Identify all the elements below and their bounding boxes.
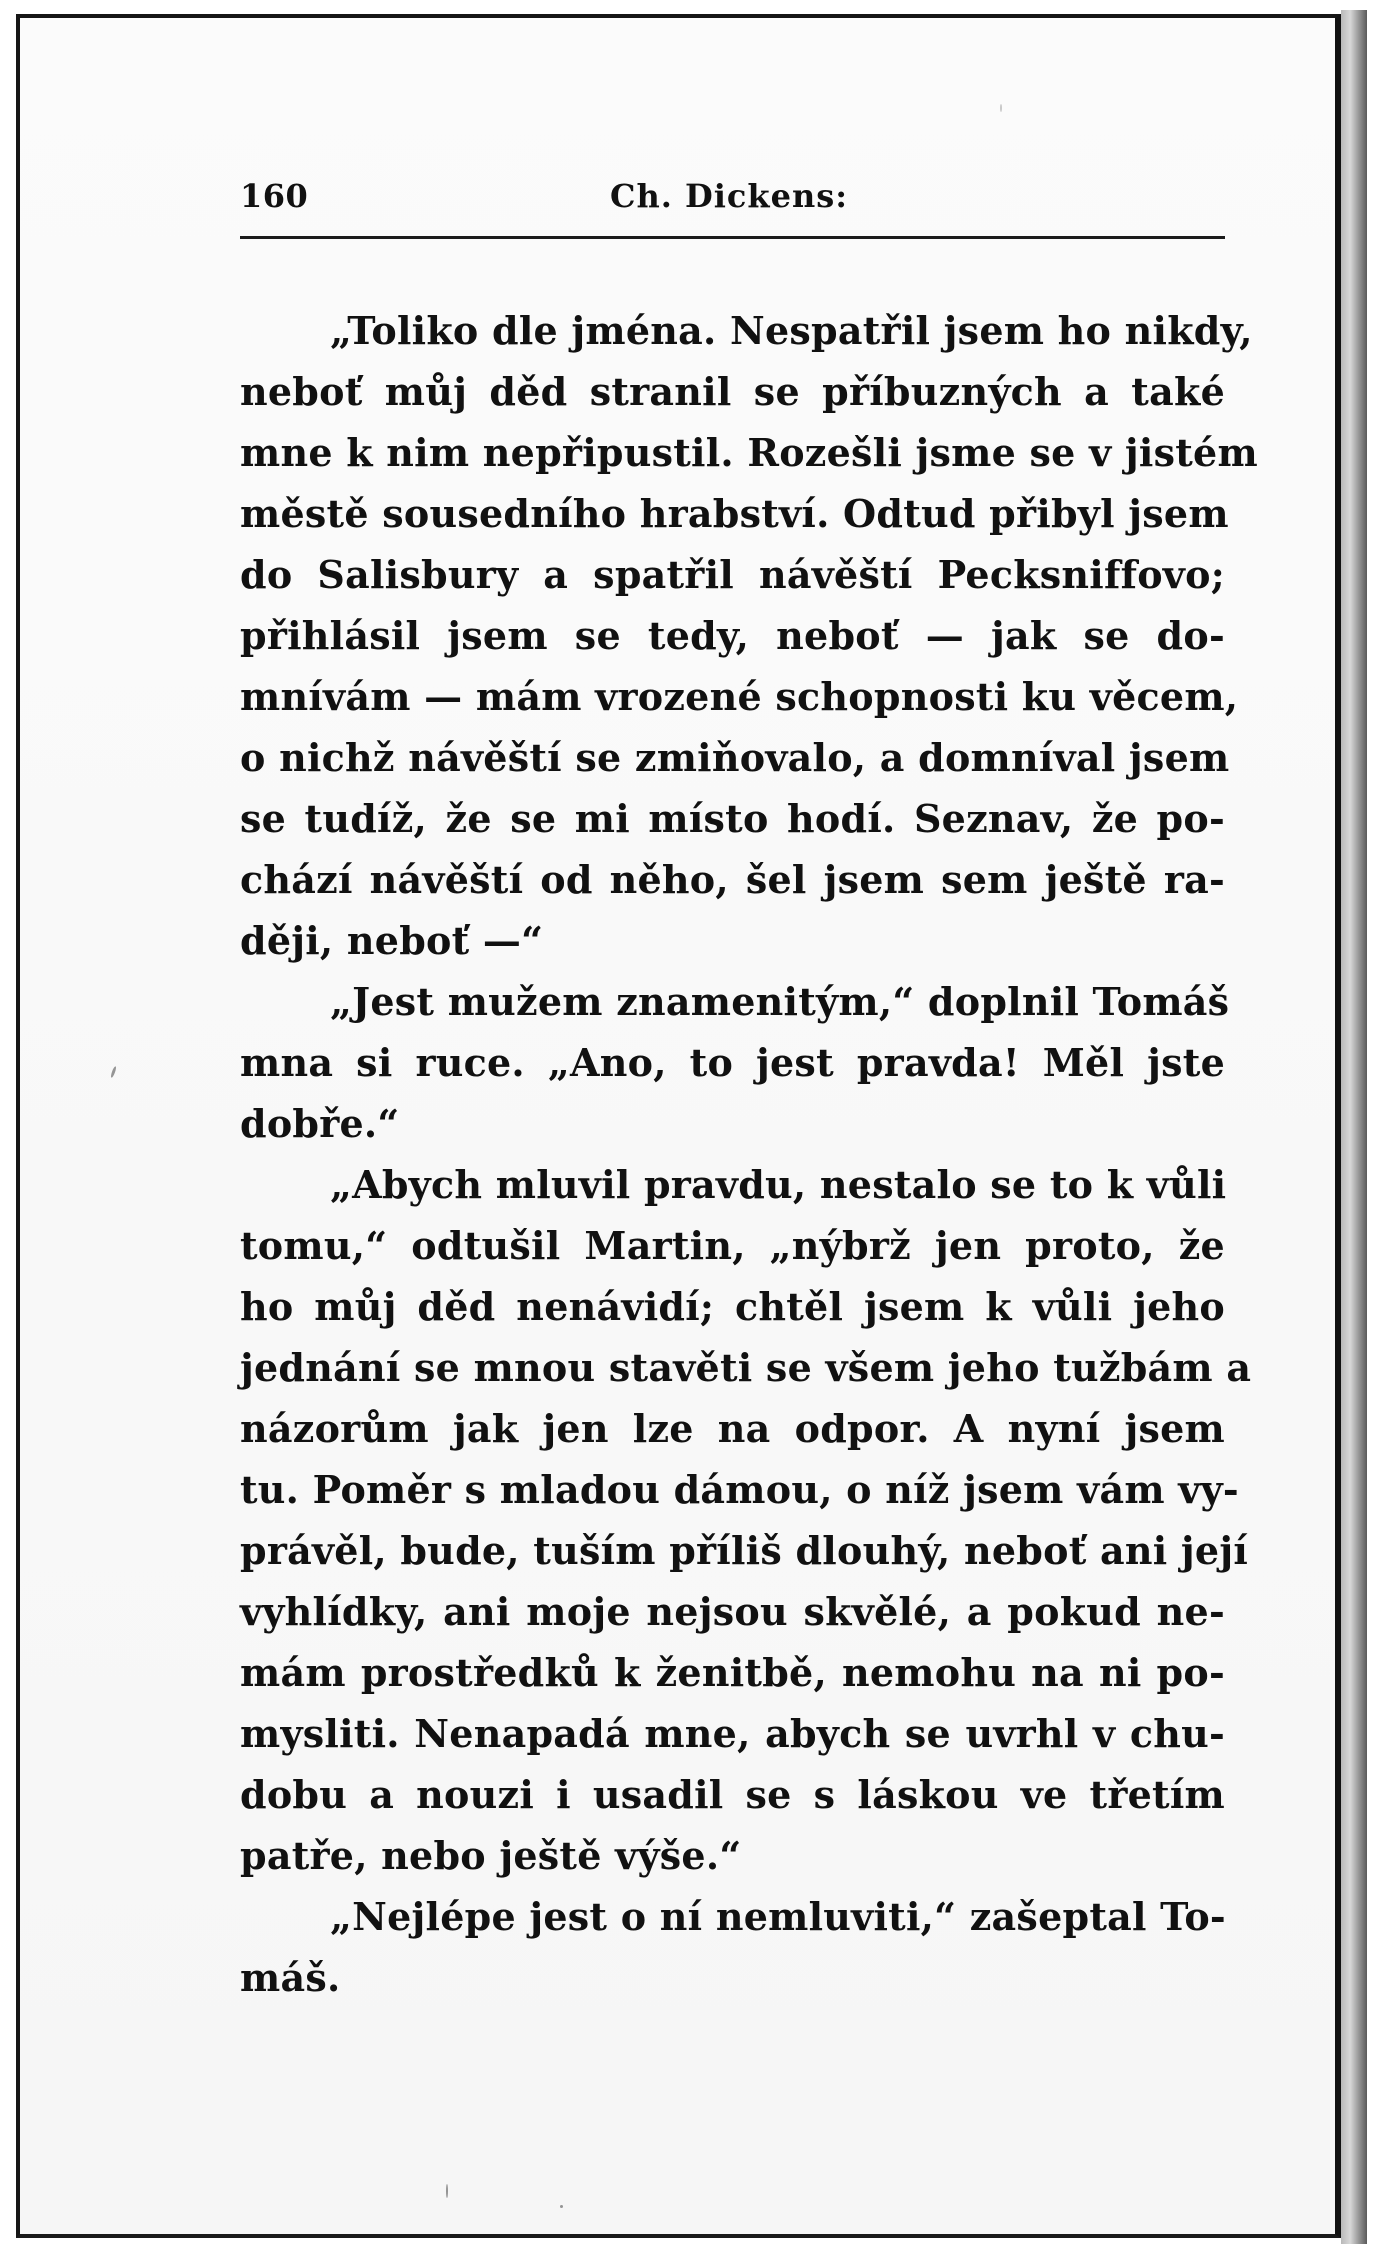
text-line: se tudíž, že se mi místo hodí. Seznav, že po- xyxy=(240,796,1225,841)
text-line: chází návěští od něho, šel jsem sem ještě ra- xyxy=(240,857,1225,902)
text-line: „Nejlépe jest o ní nemluviti,“ zašeptal To- xyxy=(330,1894,1226,1939)
text-line: přihlásil jsem se tedy, neboť — jak se do- xyxy=(240,613,1225,658)
text-line: jednání se mnou stavěti se všem jeho tužbám a xyxy=(240,1345,1252,1390)
text-line: patře, nebo ještě výše.“ xyxy=(240,1833,742,1878)
text-line: do Salisbury a spatřil návěští Pecksniffovo; xyxy=(240,552,1225,597)
paragraph xyxy=(240,1154,1252,1886)
text-line: mysliti. Nenapadá mne, abych se uvrhl v chu- xyxy=(240,1711,1225,1756)
text-line: „Jest mužem znamenitým,“ doplnil Tomáš xyxy=(330,979,1230,1024)
page-text xyxy=(240,300,1258,2008)
running-header xyxy=(240,177,1225,228)
text-line: ho můj děd nenávidí; chtěl jsem k vůli jeho xyxy=(240,1284,1225,1329)
text-line: názorům jak jen lze na odpor. A nyní jsem xyxy=(240,1406,1225,1451)
text-line: vyhlídky, ani moje nejsou skvělé, a pokud ne- xyxy=(240,1589,1225,1634)
text-line: mnívám — mám vrozené schopnosti ku věcem, xyxy=(240,674,1239,719)
text-line: máš. xyxy=(240,1955,341,2000)
text-line: tomu,“ odtušil Martin, „nýbrž jen proto, že xyxy=(240,1223,1225,1268)
paragraph xyxy=(240,1886,1225,2008)
ink-speck xyxy=(560,2205,563,2208)
ink-speck xyxy=(1000,104,1002,112)
paragraph xyxy=(240,971,1230,1154)
text-line: městě sousedního hrabství. Odtud přibyl jsem xyxy=(240,491,1229,536)
text-line: „Toliko dle jména. Nespatřil jsem ho nikdy, xyxy=(330,308,1253,353)
paragraph xyxy=(240,300,1258,971)
book-page-edge xyxy=(1341,10,1367,2244)
running-title: Ch. Dickens: xyxy=(610,177,849,215)
text-line: mna si ruce. „Ano, to jest pravda! Měl jste xyxy=(240,1040,1225,1085)
text-line: „Abych mluvil pravdu, nestalo se to k vůli xyxy=(330,1162,1227,1207)
text-line: o nichž návěští se zmiňovalo, a domníval jsem xyxy=(240,735,1230,780)
text-line: ději, neboť —“ xyxy=(240,918,544,963)
header-rule xyxy=(240,236,1225,239)
ink-speck xyxy=(446,2184,448,2198)
page-number: 160 xyxy=(240,177,309,215)
text-line: mám prostředků k ženitbě, nemohu na ni po- xyxy=(240,1650,1225,1695)
text-line: dobře.“ xyxy=(240,1101,400,1146)
text-line: mne k nim nepřipustil. Rozešli jsme se v jistém xyxy=(240,430,1258,475)
text-line: tu. Poměr s mladou dámou, o níž jsem vám vy- xyxy=(240,1467,1239,1512)
text-line: právěl, bude, tuším příliš dlouhý, neboť ani její xyxy=(240,1528,1249,1573)
text-line: dobu a nouzi i usadil se s láskou ve třetím xyxy=(240,1772,1225,1817)
text-line: neboť můj děd stranil se příbuzných a také xyxy=(240,369,1225,414)
